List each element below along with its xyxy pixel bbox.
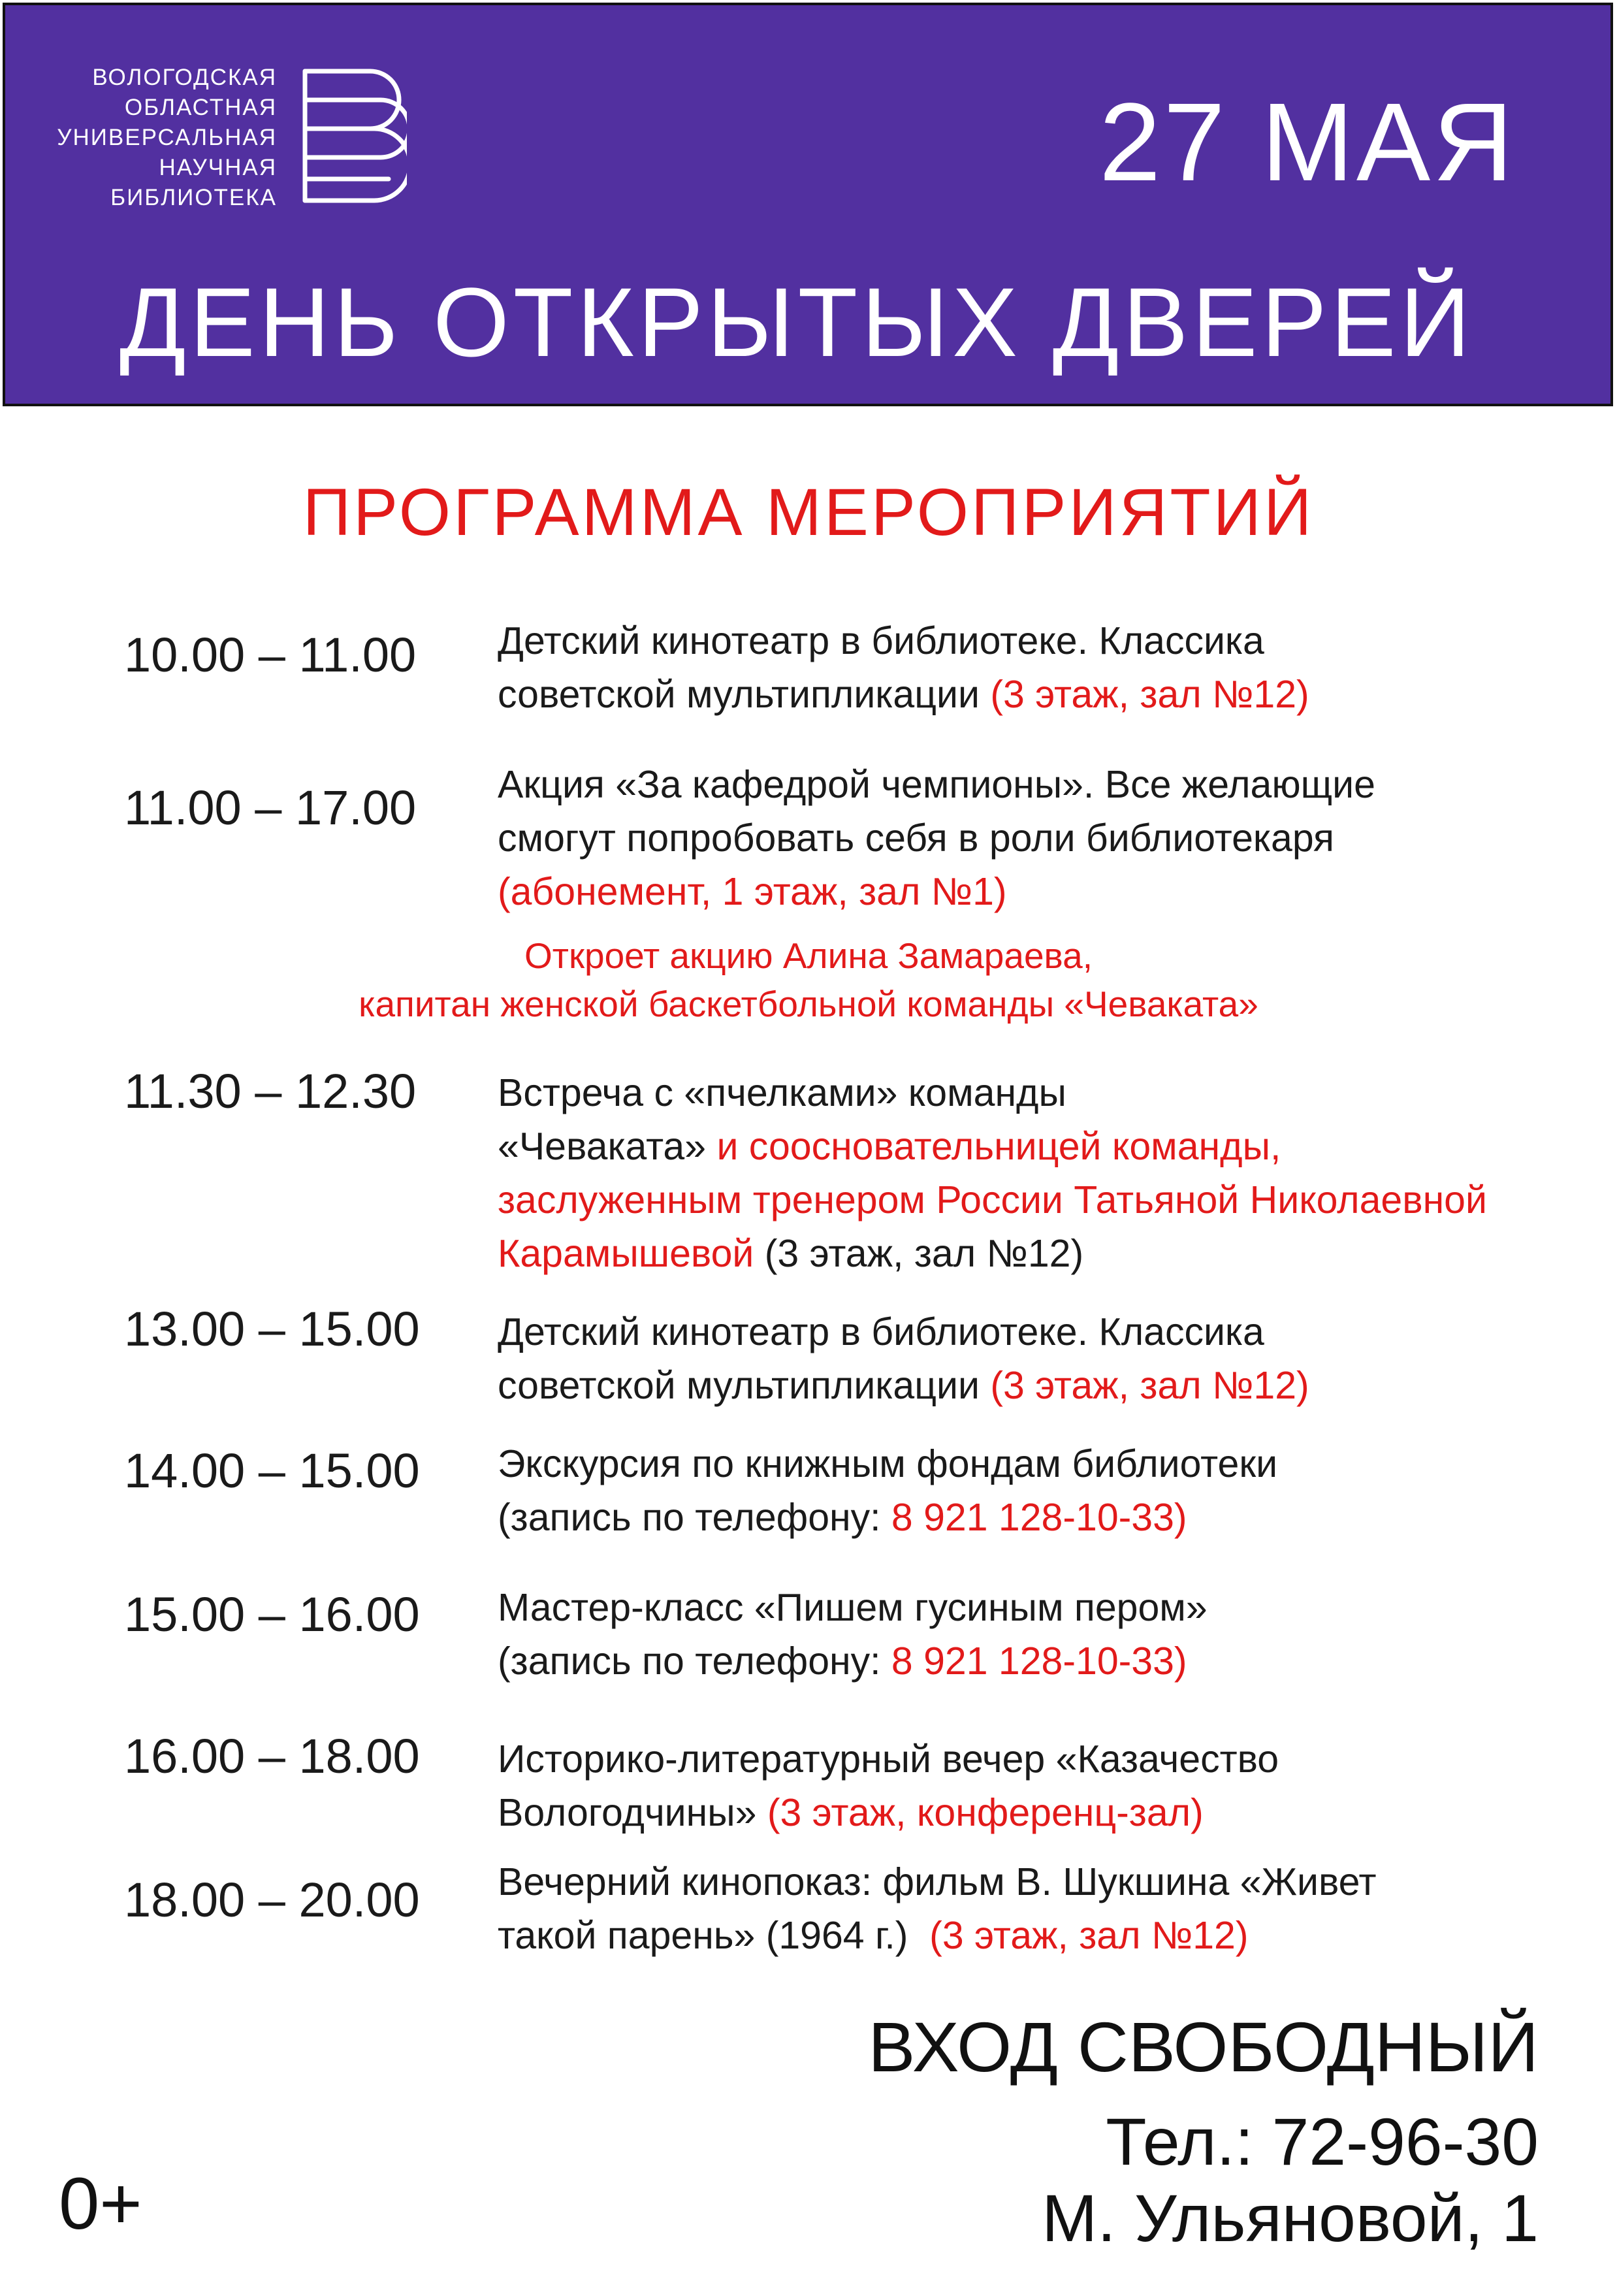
event-location: (3 этаж, зал №12) [990,673,1309,716]
event-text: такой парень» (1964 г.) [498,1914,930,1957]
free-entry: ВХОД СВОБОДНЫЙ [868,2007,1539,2086]
event-text-red: и соосновательницей команды, [706,1125,1281,1168]
event-line: Детский кинотеатр в библиотеке. Классика [498,1310,1264,1353]
note-line: капитан женской баскетбольной команды «Чеваката» [359,984,1258,1024]
event-time: 13.00 – 15.00 [124,1302,420,1356]
event-line [498,1359,1309,1412]
event-location: (3 этаж, зал №12) [754,1232,1084,1275]
event-title: ДЕНЬ ОТКРЫТЫХ ДВЕРЕЙ [120,267,1475,377]
event-line: смогут попробовать себя в роли библиотекаря [498,817,1334,860]
age-rating: 0+ [59,2163,142,2244]
logo-line: БИБЛИОТЕКА [110,185,277,210]
event-location: (3 этаж, зал №12) [929,1914,1249,1957]
event-line: Экскурсия по книжным фондам библиотеки [498,1442,1278,1485]
event-description [498,1732,1279,1839]
event-line: Мастер-класс «Пишем гусиным пером» [498,1586,1208,1629]
event-line: Детский кинотеатр в библиотеке. Классика [498,619,1264,662]
logo-line: НАУЧНАЯ [159,155,277,180]
event-location: (3 этаж, зал №12) [990,1364,1309,1407]
event-line: Историко-литературный вечер «Казачество [498,1738,1279,1781]
event-text-red: Карамышевой [498,1232,754,1275]
library-b-logo-icon [302,67,407,204]
event-location: (абонемент, 1 этаж, зал №1) [498,870,1007,913]
header-banner [3,3,1613,406]
event-description [498,1437,1277,1544]
event-date: 27 МАЯ [1098,80,1516,204]
event-phone: 8 921 128-10-33) [891,1496,1187,1539]
event-time: 14.00 – 15.00 [124,1444,420,1498]
event-line: Акция «За кафедрой чемпионы». Все желающие [498,763,1375,806]
contact-phone: Тел.: 72-96-30 [1106,2105,1539,2179]
event-description [498,1305,1309,1412]
event-time: 11.30 – 12.30 [124,1064,417,1118]
note-line: Откроет акцию Алина Замараева, [524,935,1093,976]
event-location: (3 этаж, конференц-зал) [767,1791,1204,1834]
contact-address: М. Ульяновой, 1 [1042,2181,1539,2256]
event-line [498,668,1309,721]
event-line [498,1786,1279,1839]
event-time: 10.00 – 11.00 [124,628,417,682]
event-text: (запись по телефону: [498,1496,891,1539]
event-line [498,1634,1208,1688]
event-time: 18.00 – 20.00 [124,1873,420,1927]
event-description [498,1066,1487,1280]
event-text: советской мультипликации [498,673,991,716]
logo-line: ВОЛОГОДСКАЯ [92,65,277,90]
program-title: ПРОГРАММА МЕРОПРИЯТИЙ [302,475,1315,549]
event-line: заслуженным тренером России Татьяной Николаевной [498,1178,1487,1221]
event-time: 15.00 – 16.00 [124,1587,420,1641]
event-line [498,1909,1377,1962]
event-time: 11.00 – 17.00 [124,781,417,835]
event-description [498,1581,1208,1688]
event-text: (запись по телефону: [498,1640,891,1683]
event-note [0,931,1617,1028]
event-text: советской мультипликации [498,1364,991,1407]
event-text: Вологодчины» [498,1791,767,1834]
event-text: «Чеваката» [498,1125,707,1168]
event-description [498,758,1375,918]
event-line: Встреча с «пчелками» команды [498,1071,1066,1114]
event-description [498,614,1309,721]
event-phone: 8 921 128-10-33) [891,1640,1187,1683]
event-line [498,1491,1277,1544]
event-line: Вечерний кинопоказ: фильм В. Шукшина «Живет [498,1860,1377,1903]
library-logo-text [48,63,277,213]
event-line [498,1227,1487,1280]
logo-line: ОБЛАСТНАЯ [124,95,277,120]
event-time: 16.00 – 18.00 [124,1729,420,1783]
event-line [498,1120,1487,1173]
event-description [498,1855,1377,1962]
logo-line: УНИВЕРСАЛЬНАЯ [57,125,277,150]
